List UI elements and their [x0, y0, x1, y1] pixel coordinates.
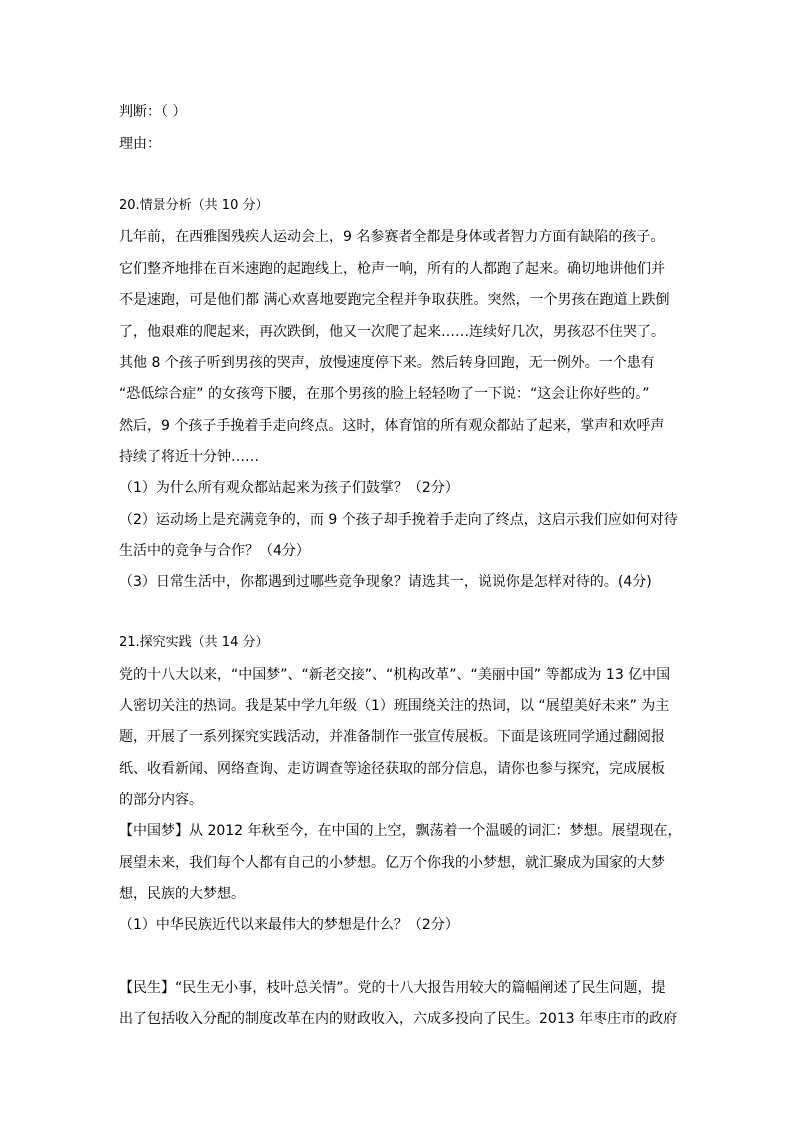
- q20-question-1: （1）为什么所有观众都站起来为孩子们鼓掌？（2分）: [119, 480, 459, 496]
- q20-question-2-cont: 生活中的竞争与合作？（4分）: [119, 543, 310, 559]
- china-dream-line: 【中国梦】从 2012 年秋至今，在中国的上空，飘荡着一个温暖的词汇：梦想。展望现在，: [119, 823, 682, 839]
- q21-intro-line: 纸、收看新闻、网络查询、走访调查等途径获取的部分信息，请你也参与探究，完成展板: [119, 761, 665, 777]
- q20-story-line: “恐低综合症” 的女孩弯下腰，在那个男孩的脸上轻轻吻了一下说：“这会让你好些的。”: [119, 386, 650, 402]
- q21-intro-line: 党的十八大以来，“中国梦”、“新老交接”、“机构改革”、“美丽中国” 等都成为 13 亿中国: [119, 667, 671, 683]
- reason-label: 理由：: [119, 136, 161, 152]
- q21-heading: 21.探究实践（共 14 分）: [119, 635, 269, 650]
- livelihood-line: 出了包括收入分配的制度改革在内的财政收入，六成多投向了民生。2013 年枣庄市的政府: [119, 1011, 678, 1027]
- q21-intro-line: 人密切关注的热词。我是某中学九年级（1）班围绕关注的热词，以 “展望美好未来” 为主: [119, 698, 670, 714]
- q20-story-line: 然后，9 个孩子手挽着手走向终点。这时，体育馆的所有观众都站了起来，掌声和欢呼声: [119, 418, 665, 434]
- china-dream-line: 想，民族的大梦想。: [119, 886, 245, 902]
- china-dream-question: （1）中华民族近代以来最伟大的梦想是什么？（2分）: [119, 917, 459, 933]
- judgement-label: 判断：（ ）: [119, 104, 187, 120]
- q21-intro-line: 题，开展了一系列探究实践活动，并准备制作一张宣传展板。下面是该班同学通过翻阅报: [119, 729, 665, 745]
- q20-story-line: 它们整齐地排在百米速跑的起跑线上，枪声一响，所有的人都跑了起来。确切地讲他们并: [119, 261, 665, 277]
- china-dream-line: 展望未来，我们每个人都有自己的小梦想。亿万个你我的小梦想，就汇聚成为国家的大梦: [119, 855, 665, 871]
- livelihood-line: 【民生】“民生无小事，枝叶总关情”。党的十八大报告用较大的篇幅阐述了民生问题，提: [119, 980, 666, 996]
- q20-question-3: （3）日常生活中，你都遇到过哪些竞争现象？请选其一，说说你是怎样对待的。(4分): [119, 574, 652, 590]
- q20-story-line: 不是速跑，可是他们都 满心欢喜地要跑完全程并争取获胜。突然，一个男孩在跑道上跌倒: [119, 292, 670, 308]
- q20-story-line: 其他 8 个孩子听到男孩的哭声，放慢速度停下来。然后转身回跑，无一例外。一个患有: [119, 355, 655, 371]
- q20-heading: 20.情景分析（共 10 分）: [119, 198, 269, 213]
- q20-story-line: 了，他艰难的爬起来，再次跌倒，他又一次爬了起来……连续好几次，男孩忍不住哭了。: [119, 324, 665, 340]
- q20-story-line: 持续了将近十分钟……: [119, 449, 259, 465]
- q21-intro-line: 的部分内容。: [119, 792, 203, 808]
- q20-story-line: 几年前，在西雅图残疾人运动会上，9 名参赛者全都是身体或者智力方面有缺陷的孩子。: [119, 229, 665, 245]
- q20-question-2: （2）运动场上是充满竞争的，而 9 个孩子却手挽着手走向了终点，这启示我们应如何对待: [119, 512, 678, 528]
